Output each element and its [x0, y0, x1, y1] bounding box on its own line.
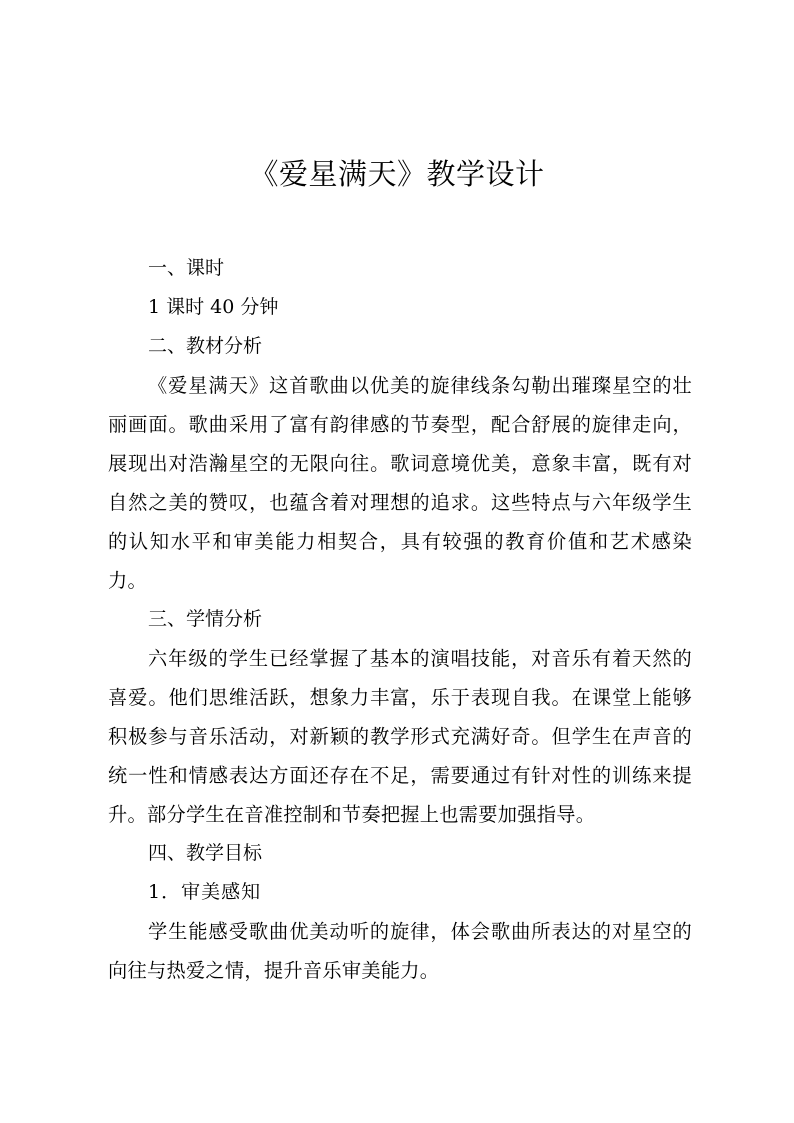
objective-aesthetic-perception-title: 1．审美感知 [148, 881, 262, 903]
student-analysis-paragraph: 六年级的学生已经掌握了基本的演唱技能，对音乐有着天然的喜爱。他们思维活跃，想象力丰富，乐于表现自我。在课堂上能够积极参与音乐活动，对新颖的教学形式充满好奇。但学生在声音的统一性和情感表达方面还存在不足，需要通过有针对性的训练来提升。部分学生在音准控制和节奏把握上也需要加强指导。 [108, 647, 692, 826]
material-analysis-paragraph: 《爱星满天》这首歌曲以优美的旋律线条勾勒出璀璨星空的壮丽画面。歌曲采用了富有韵律感的节奏型，配合舒展的旋律走向，展现出对浩瀚星空的无限向往。歌词意境优美，意象丰富，既有对自然之美的赞叹，也蕴含着对理想的追求。这些特点与六年级学生的认知水平和审美能力相契合，具有较强的教育价值和艺术感染力。 [108, 374, 692, 592]
class-hours-text: 1 课时 40 分钟 [148, 296, 279, 318]
document-title: 《爱星满天》教学设计 [249, 157, 545, 191]
section-heading-student-analysis: 三、学情分析 [148, 608, 263, 630]
objective-aesthetic-perception-paragraph: 学生能感受歌曲优美动听的旋律，体会歌曲所表达的对星空的向往与热爱之情，提升音乐审美能力。 [108, 920, 692, 982]
section-heading-material-analysis: 二、教材分析 [148, 335, 263, 357]
section-heading-teaching-objectives: 四、教学目标 [148, 842, 263, 864]
section-heading-class-hours: 一、课时 [148, 257, 225, 279]
document-body [108, 249, 692, 990]
